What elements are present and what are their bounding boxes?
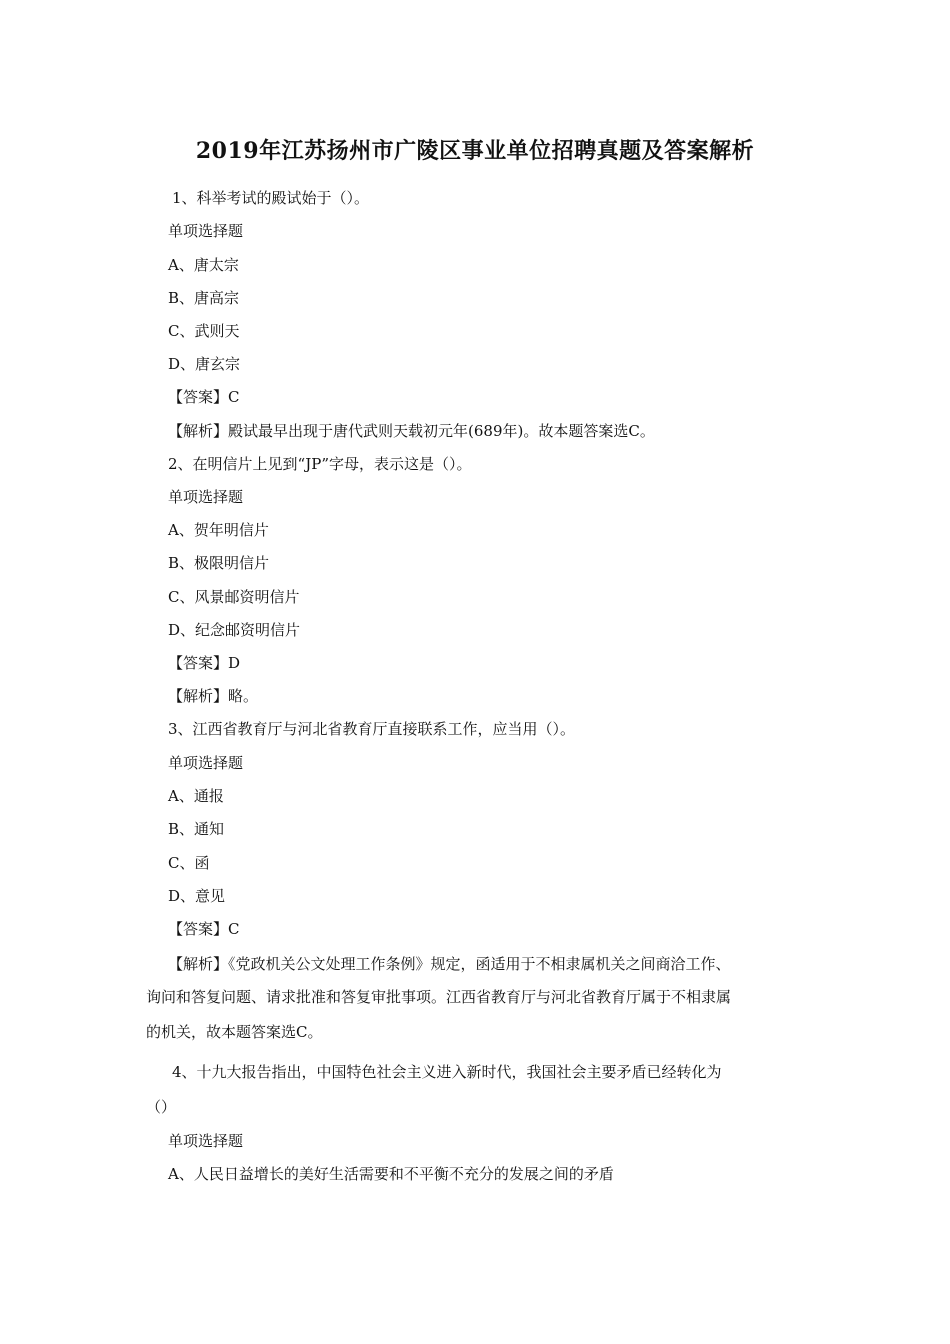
- question-3-explanation-line-1: 【解析】《党政机关公文处理工作条例》规定，函适用于不相隶属机关之间商洽工作、: [168, 955, 731, 973]
- question-2-type: 单项选择题: [168, 488, 244, 506]
- document-title: 2019年江苏扬州市广陵区事业单位招聘真题及答案解析: [195, 138, 755, 164]
- question-3-option-c: C、函: [168, 854, 210, 872]
- question-3-option-a: A、通报: [168, 787, 224, 805]
- question-4-option-a: A、人民日益增长的美好生活需要和不平衡不充分的发展之间的矛盾: [168, 1165, 614, 1183]
- question-2-option-b: B、极限明信片: [168, 554, 270, 572]
- question-3-text: 3、江西省教育厅与河北省教育厅直接联系工作，应当用（）。: [168, 720, 576, 738]
- question-4-type: 单项选择题: [168, 1132, 244, 1150]
- question-1-explanation: 【解析】殿试最早出现于唐代武则天载初元年(689年)。故本题答案选C。: [168, 422, 655, 440]
- question-1-answer: 【答案】C: [168, 388, 240, 406]
- question-1-option-a: A、唐太宗: [168, 256, 239, 274]
- question-3-type: 单项选择题: [168, 754, 244, 772]
- question-1-option-b: B、唐高宗: [168, 289, 240, 307]
- question-3-explanation-line-3: 的机关，故本题答案选C。: [146, 1023, 323, 1041]
- question-4-text-line-2: （）: [146, 1098, 177, 1116]
- question-2-text: 2、在明信片上见到“JP”字母，表示这是（）。: [168, 455, 472, 473]
- question-3-option-b: B、通知: [168, 820, 225, 838]
- question-4-text-line-1: 4、十九大报告指出，中国特色社会主义进入新时代，我国社会主要矛盾已经转化为: [172, 1063, 722, 1081]
- question-1-type: 单项选择题: [168, 222, 244, 240]
- question-1-text: 1、科举考试的殿试始于（）。: [172, 189, 370, 207]
- question-3-answer: 【答案】C: [168, 920, 240, 938]
- question-3-explanation-line-2: 询问和答复问题、请求批准和答复审批事项。江西省教育厅与河北省教育厅属于不相隶属: [146, 988, 732, 1006]
- question-1-option-c: C、武则天: [168, 322, 240, 340]
- question-2-option-a: A、贺年明信片: [168, 521, 269, 539]
- question-2-option-d: D、纪念邮资明信片: [168, 621, 301, 639]
- question-2-option-c: C、风景邮资明信片: [168, 588, 300, 606]
- question-3-option-d: D、意见: [168, 887, 226, 905]
- question-2-answer: 【答案】D: [168, 654, 241, 672]
- question-2-explanation: 【解析】略。: [168, 687, 259, 705]
- question-1-option-d: D、唐玄宗: [168, 355, 241, 373]
